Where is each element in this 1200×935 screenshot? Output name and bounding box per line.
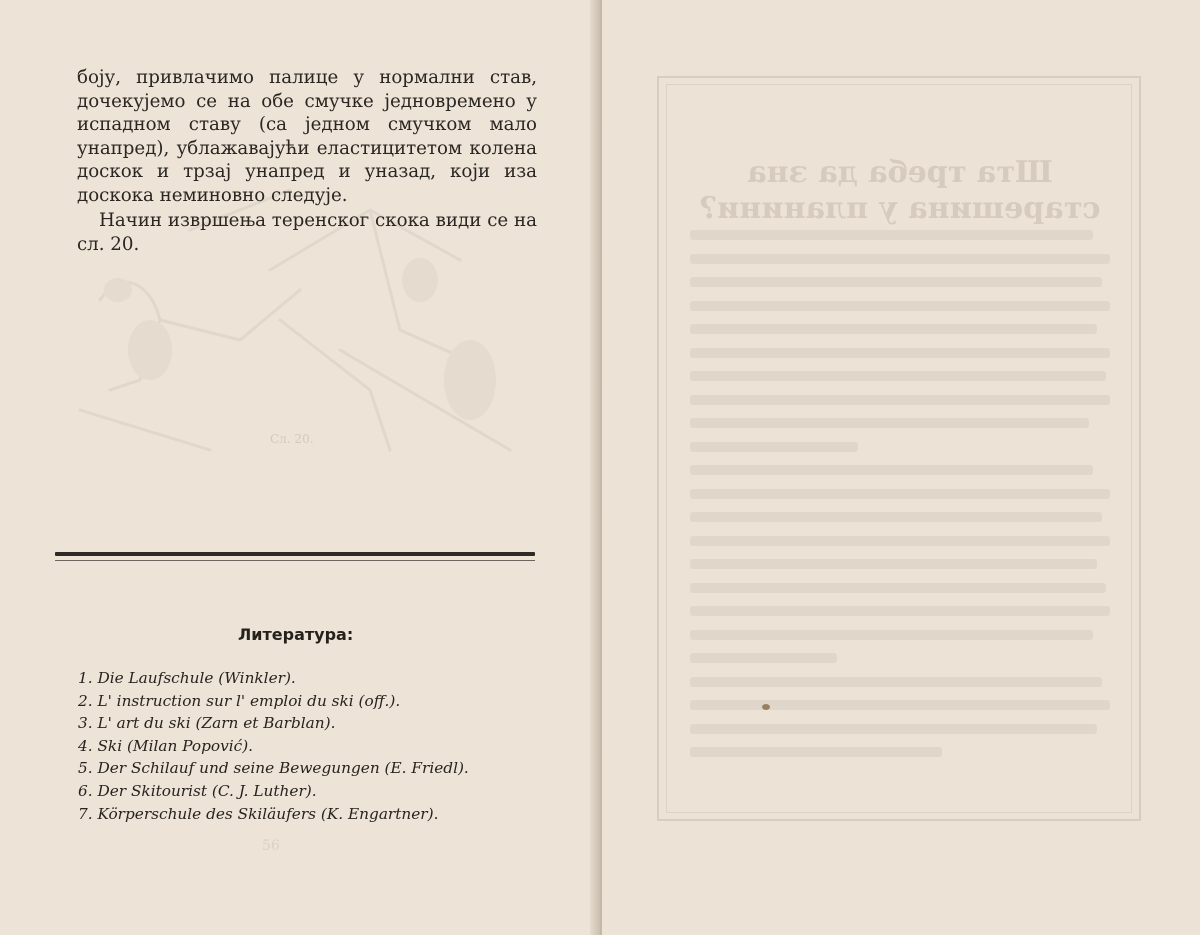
literature-item: 7. Körperschule des Skiläufers (K. Engartner). [78, 804, 439, 823]
show-through-page-number: 56 [262, 838, 280, 854]
literature-item: 5. Der Schilauf und seine Bewegungen (E. Friedl). [78, 759, 469, 778]
paper-fleck [762, 704, 770, 710]
show-through-caption: Сл. 20. [270, 432, 314, 446]
literature-item: 2. L' instruction sur l' emploi du ski (off.). [78, 691, 401, 710]
literature-item: 3. L' art du ski (Zarn et Barblan). [78, 714, 336, 733]
section-divider-thin [55, 560, 535, 561]
paragraph-1: боју, привлачимо палице у нормални став, дочекујемо се на обе смучке једновремено у испадном ставу (са једном смучком мало унапред), ублажавајући еластицитетом колена доскок и трзај унапред и уназад, који иза доскока неминовно следује. [77, 67, 537, 206]
literature-list [78, 667, 469, 825]
literature-item: 6. Der Skitourist (C. J. Luther). [78, 781, 317, 800]
left-page [0, 0, 598, 935]
body-text [77, 66, 537, 256]
literature-item: 4. Ski (Milan Popović). [78, 736, 254, 755]
show-through-title: Шта треба да зна старешина у планини? [699, 155, 1101, 226]
literature-heading: Литература: [238, 625, 354, 644]
literature-item: 1. Die Laufschule (Winkler). [78, 669, 296, 687]
paragraph-2: Начин извршења теренског скока види се на сл. 20. [77, 210, 537, 255]
section-divider [55, 552, 535, 556]
show-through-text-lines [690, 230, 1110, 771]
